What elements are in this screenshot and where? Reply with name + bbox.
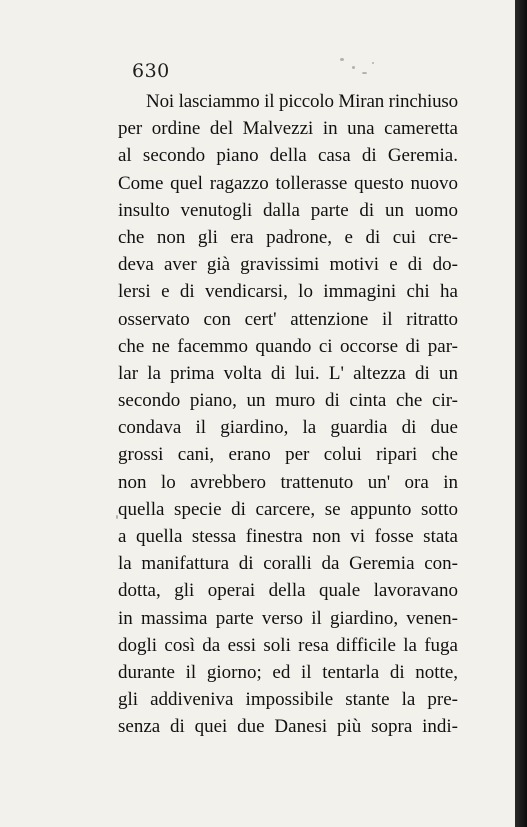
text-line: Noi lasciammo il piccolo Miran rinchiuso (146, 91, 458, 112)
text-line: per ordine del Malvezzi in una cameretta (118, 118, 458, 140)
paper-speck (372, 62, 374, 64)
text-line: condava il giardino, la guardia di due (118, 417, 458, 439)
text-line: senza di quei due Danesi più sopra indi- (118, 716, 458, 738)
body-text (118, 88, 458, 741)
paper-speck (352, 66, 355, 69)
page-number: 630 (132, 60, 170, 82)
paper-speck (362, 72, 367, 74)
text-line: durante il giorno; ed il tentarla di notte, (118, 661, 458, 683)
text-line: osservato con cert' attenzione il ritratto (118, 308, 458, 330)
text-line: a quella stessa finestra non vi fosse stata (118, 526, 458, 547)
text-line: grossi cani, erano per colui ripari che (118, 444, 458, 466)
text-line: che ne facemmo quando ci occorse di par- (118, 335, 458, 357)
text-line: deva aver già gravissimi motivi e di do- (118, 254, 458, 276)
text-line: dotta, gli operai della quale lavoravano (118, 580, 458, 602)
text-line: in massima parte verso il giardino, venen- (118, 607, 458, 629)
text-line: dogli così da essi soli resa difficile la fuga (118, 634, 458, 656)
text-line: secondo piano, un muro di cinta che cir- (118, 390, 458, 412)
text-line: la manifattura di coralli da Geremia con- (118, 553, 458, 575)
page-edge-shadow (515, 0, 527, 827)
text-line: insulto venutogli dalla parte di un uomo (118, 199, 458, 221)
paper-speck (340, 58, 344, 61)
text-line: lar la prima volta di lui. L' altezza di un (118, 362, 458, 384)
text-line: non lo avrebbero trattenuto un' ora in (118, 471, 458, 493)
text-line: lersi e di vendicarsi, lo immagini chi ha (118, 281, 458, 303)
text-line: gli addiveniva impossibile stante la pre- (118, 689, 458, 711)
text-line: al secondo piano della casa di Geremia. (118, 145, 458, 167)
text-line: Come quel ragazzo tollerasse questo nuovo (118, 172, 458, 194)
text-line: che non gli era padrone, e di cui cre- (118, 226, 458, 248)
text-line: quella specie di carcere, se appunto sotto (118, 498, 458, 520)
